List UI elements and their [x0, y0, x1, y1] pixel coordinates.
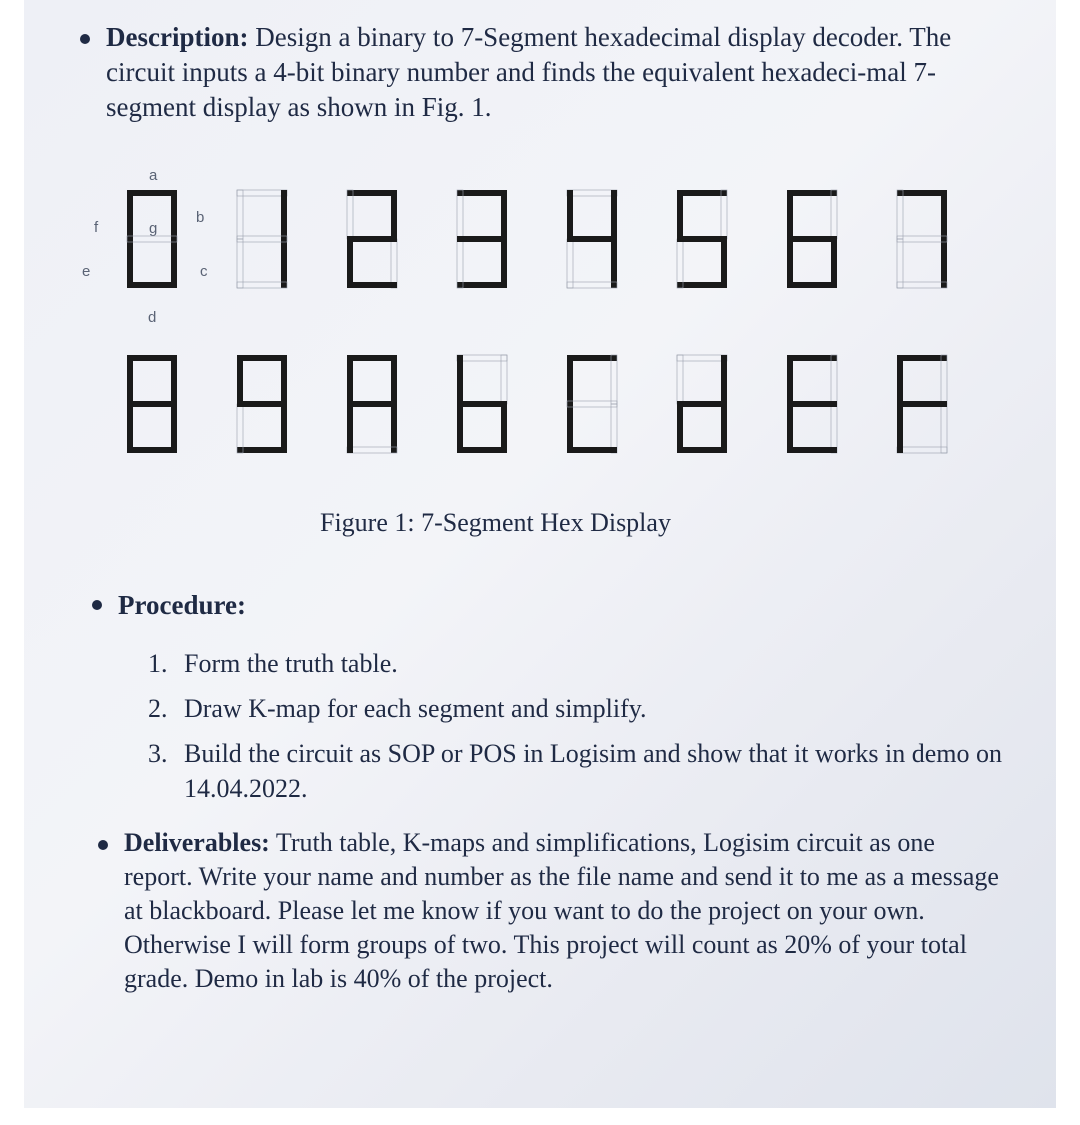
segment-label-b: b — [196, 209, 205, 226]
procedure-label — [118, 588, 246, 623]
description-paragraph — [106, 20, 1006, 125]
hex-digit-7 — [897, 190, 947, 288]
segment-label-c: c — [200, 263, 208, 280]
segment-d-on — [677, 282, 727, 288]
segment-e-on — [567, 404, 573, 453]
segment-c-on — [721, 404, 727, 453]
segment-d-off — [567, 282, 617, 288]
step-number: 2. — [148, 694, 168, 723]
segment-d-off — [347, 447, 397, 453]
segment-b-on — [391, 190, 397, 239]
segment-d-off — [237, 282, 287, 288]
procedure-steps — [148, 646, 1008, 816]
segment-d-off — [897, 447, 947, 453]
hex-digit-E — [787, 355, 837, 453]
segment-g-on — [787, 236, 837, 242]
segment-b-off — [501, 355, 507, 404]
segment-f-on — [237, 355, 243, 404]
segment-b-on — [171, 190, 177, 239]
segment-a-on — [787, 190, 837, 196]
figure-caption: Figure 1: 7-Segment Hex Display — [320, 508, 671, 537]
segment-c-on — [721, 239, 727, 288]
step-number: 3. — [148, 739, 168, 768]
procedure-step — [148, 646, 1008, 681]
bullet-icon — [92, 600, 102, 610]
segment-g-on — [237, 401, 287, 407]
hex-digit-d — [677, 355, 727, 453]
step-text: Draw K-map for each segment and simplify. — [184, 694, 647, 723]
segment-e-off — [567, 239, 573, 288]
hex-digit-F — [897, 355, 947, 453]
segment-g-on — [127, 401, 177, 407]
segment-d-on — [787, 447, 837, 453]
segment-g-on — [347, 401, 397, 407]
segment-e-off — [237, 239, 243, 288]
segment-e-on — [127, 404, 133, 453]
segment-b-on — [941, 190, 947, 239]
segment-a-on — [347, 190, 397, 196]
segment-a-on — [127, 355, 177, 361]
segment-e-off — [237, 404, 243, 453]
segment-f-on — [787, 190, 793, 239]
segment-c-off — [941, 404, 947, 453]
segment-c-on — [281, 404, 287, 453]
segment-a-on — [567, 355, 617, 361]
segment-f-off — [897, 190, 903, 239]
segment-label-a: a — [149, 167, 158, 184]
procedure-label-text: Procedure: — [118, 590, 246, 620]
bullet-icon — [80, 34, 90, 44]
segment-a-off — [457, 355, 507, 361]
step-text: Form the truth table. — [184, 649, 398, 678]
step-number: 1. — [148, 649, 168, 678]
segment-d-on — [457, 282, 507, 288]
segment-b-on — [281, 355, 287, 404]
segment-f-off — [457, 190, 463, 239]
segment-c-on — [171, 239, 177, 288]
segment-c-on — [281, 239, 287, 288]
hex-digit-6 — [787, 190, 837, 288]
segment-label-g: g — [149, 220, 158, 237]
segment-g-on — [787, 401, 837, 407]
segment-f-on — [787, 355, 793, 404]
segment-f-on — [457, 355, 463, 404]
segment-c-on — [501, 239, 507, 288]
segment-b-on — [721, 355, 727, 404]
hex-digit-A — [347, 355, 397, 453]
bullet-icon — [98, 840, 108, 850]
segment-e-on — [347, 404, 353, 453]
segment-a-on — [237, 355, 287, 361]
segment-f-on — [897, 355, 903, 404]
procedure-step — [148, 691, 1008, 726]
segment-b-on — [611, 190, 617, 239]
segment-c-on — [831, 239, 837, 288]
hex-digit-4 — [567, 190, 617, 288]
segment-a-on — [897, 355, 947, 361]
segment-e-on — [347, 239, 353, 288]
segment-d-on — [237, 447, 287, 453]
description-text: Design a binary to 7-Segment hexadecimal display decoder. The circuit inputs a 4-bit binary number and finds the equivalent hexadeci-mal 7-segment display as shown in Fig. 1. — [106, 22, 952, 122]
segment-g-on — [677, 236, 727, 242]
segment-e-on — [677, 404, 683, 453]
segment-b-off — [941, 355, 947, 404]
hex-digit-C — [567, 355, 617, 453]
segment-b-on — [281, 190, 287, 239]
segment-label-e: e — [82, 263, 91, 280]
segment-a-on — [347, 355, 397, 361]
segment-a-on — [127, 190, 177, 196]
segment-a-off — [677, 355, 727, 361]
segment-f-on — [567, 355, 573, 404]
segment-e-off — [457, 239, 463, 288]
deliverables-label: Deliverables: — [124, 828, 270, 857]
segment-e-on — [457, 404, 463, 453]
segment-b-off — [611, 355, 617, 404]
seven-segment-figure — [24, 150, 1056, 510]
segment-d-off — [897, 282, 947, 288]
segment-f-off — [347, 190, 353, 239]
segment-b-off — [831, 190, 837, 239]
segment-b-on — [171, 355, 177, 404]
segment-a-on — [457, 190, 507, 196]
segment-f-off — [677, 355, 683, 404]
segment-c-off — [831, 404, 837, 453]
segment-e-on — [787, 239, 793, 288]
segment-f-off — [237, 190, 243, 239]
segment-g-off — [237, 236, 287, 242]
segment-b-on — [391, 355, 397, 404]
segment-d-on — [347, 282, 397, 288]
segment-g-on — [347, 236, 397, 242]
segment-g-on — [567, 236, 617, 242]
segment-d-on — [457, 447, 507, 453]
segment-d-on — [567, 447, 617, 453]
segment-c-on — [941, 239, 947, 288]
segment-f-on — [347, 355, 353, 404]
segment-d-on — [787, 282, 837, 288]
hex-digit-2 — [347, 190, 397, 288]
segment-b-on — [501, 190, 507, 239]
hex-digit-1 — [237, 190, 287, 288]
segment-c-on — [391, 404, 397, 453]
segment-a-on — [897, 190, 947, 196]
segment-c-off — [611, 404, 617, 453]
hex-digit-0 — [127, 190, 177, 288]
segment-d-on — [127, 447, 177, 453]
segment-label-d: d — [148, 309, 157, 326]
segment-a-on — [787, 355, 837, 361]
segment-a-off — [567, 190, 617, 196]
document-page — [24, 0, 1056, 1108]
segment-c-on — [501, 404, 507, 453]
segment-f-on — [127, 355, 133, 404]
segment-g-on — [677, 401, 727, 407]
segment-f-on — [567, 190, 573, 239]
segment-c-off — [391, 239, 397, 288]
segment-c-on — [171, 404, 177, 453]
segment-g-off — [567, 401, 617, 407]
segment-g-off — [897, 236, 947, 242]
segment-f-on — [677, 190, 683, 239]
segment-b-off — [721, 190, 727, 239]
hex-digit-b — [457, 355, 507, 453]
hex-digit-8 — [127, 355, 177, 453]
segment-a-off — [237, 190, 287, 196]
hex-digit-5 — [677, 190, 727, 288]
segment-c-on — [611, 239, 617, 288]
segment-b-off — [831, 355, 837, 404]
segment-f-on — [127, 190, 133, 239]
segment-g-on — [457, 401, 507, 407]
step-text: Build the circuit as SOP or POS in Logisim and show that it works in demo on 14.04.2022. — [184, 739, 1003, 803]
segment-g-on — [457, 236, 507, 242]
segment-d-on — [677, 447, 727, 453]
deliverables-text: Truth table, K-maps and simplifications, Logisim circuit as one report. Write your name and number as the file name and send it to me as a message at blackboard. Please let me know if you want to do the project on your own. Otherwise I will form groups of two. This project will count as 20% of your total grade. Demo in lab is 40% of the project. — [124, 828, 999, 993]
hex-digit-9 — [237, 355, 287, 453]
segment-e-off — [897, 239, 903, 288]
procedure-step — [148, 736, 1008, 806]
segment-label-f: f — [94, 219, 99, 236]
segment-d-on — [127, 282, 177, 288]
hex-digit-3 — [457, 190, 507, 288]
segment-g-on — [897, 401, 947, 407]
segment-a-on — [677, 190, 727, 196]
segment-e-on — [897, 404, 903, 453]
description-label: Description: — [106, 22, 249, 52]
segment-e-off — [677, 239, 683, 288]
segment-e-on — [127, 239, 133, 288]
segment-e-on — [787, 404, 793, 453]
deliverables-paragraph — [124, 826, 1004, 996]
